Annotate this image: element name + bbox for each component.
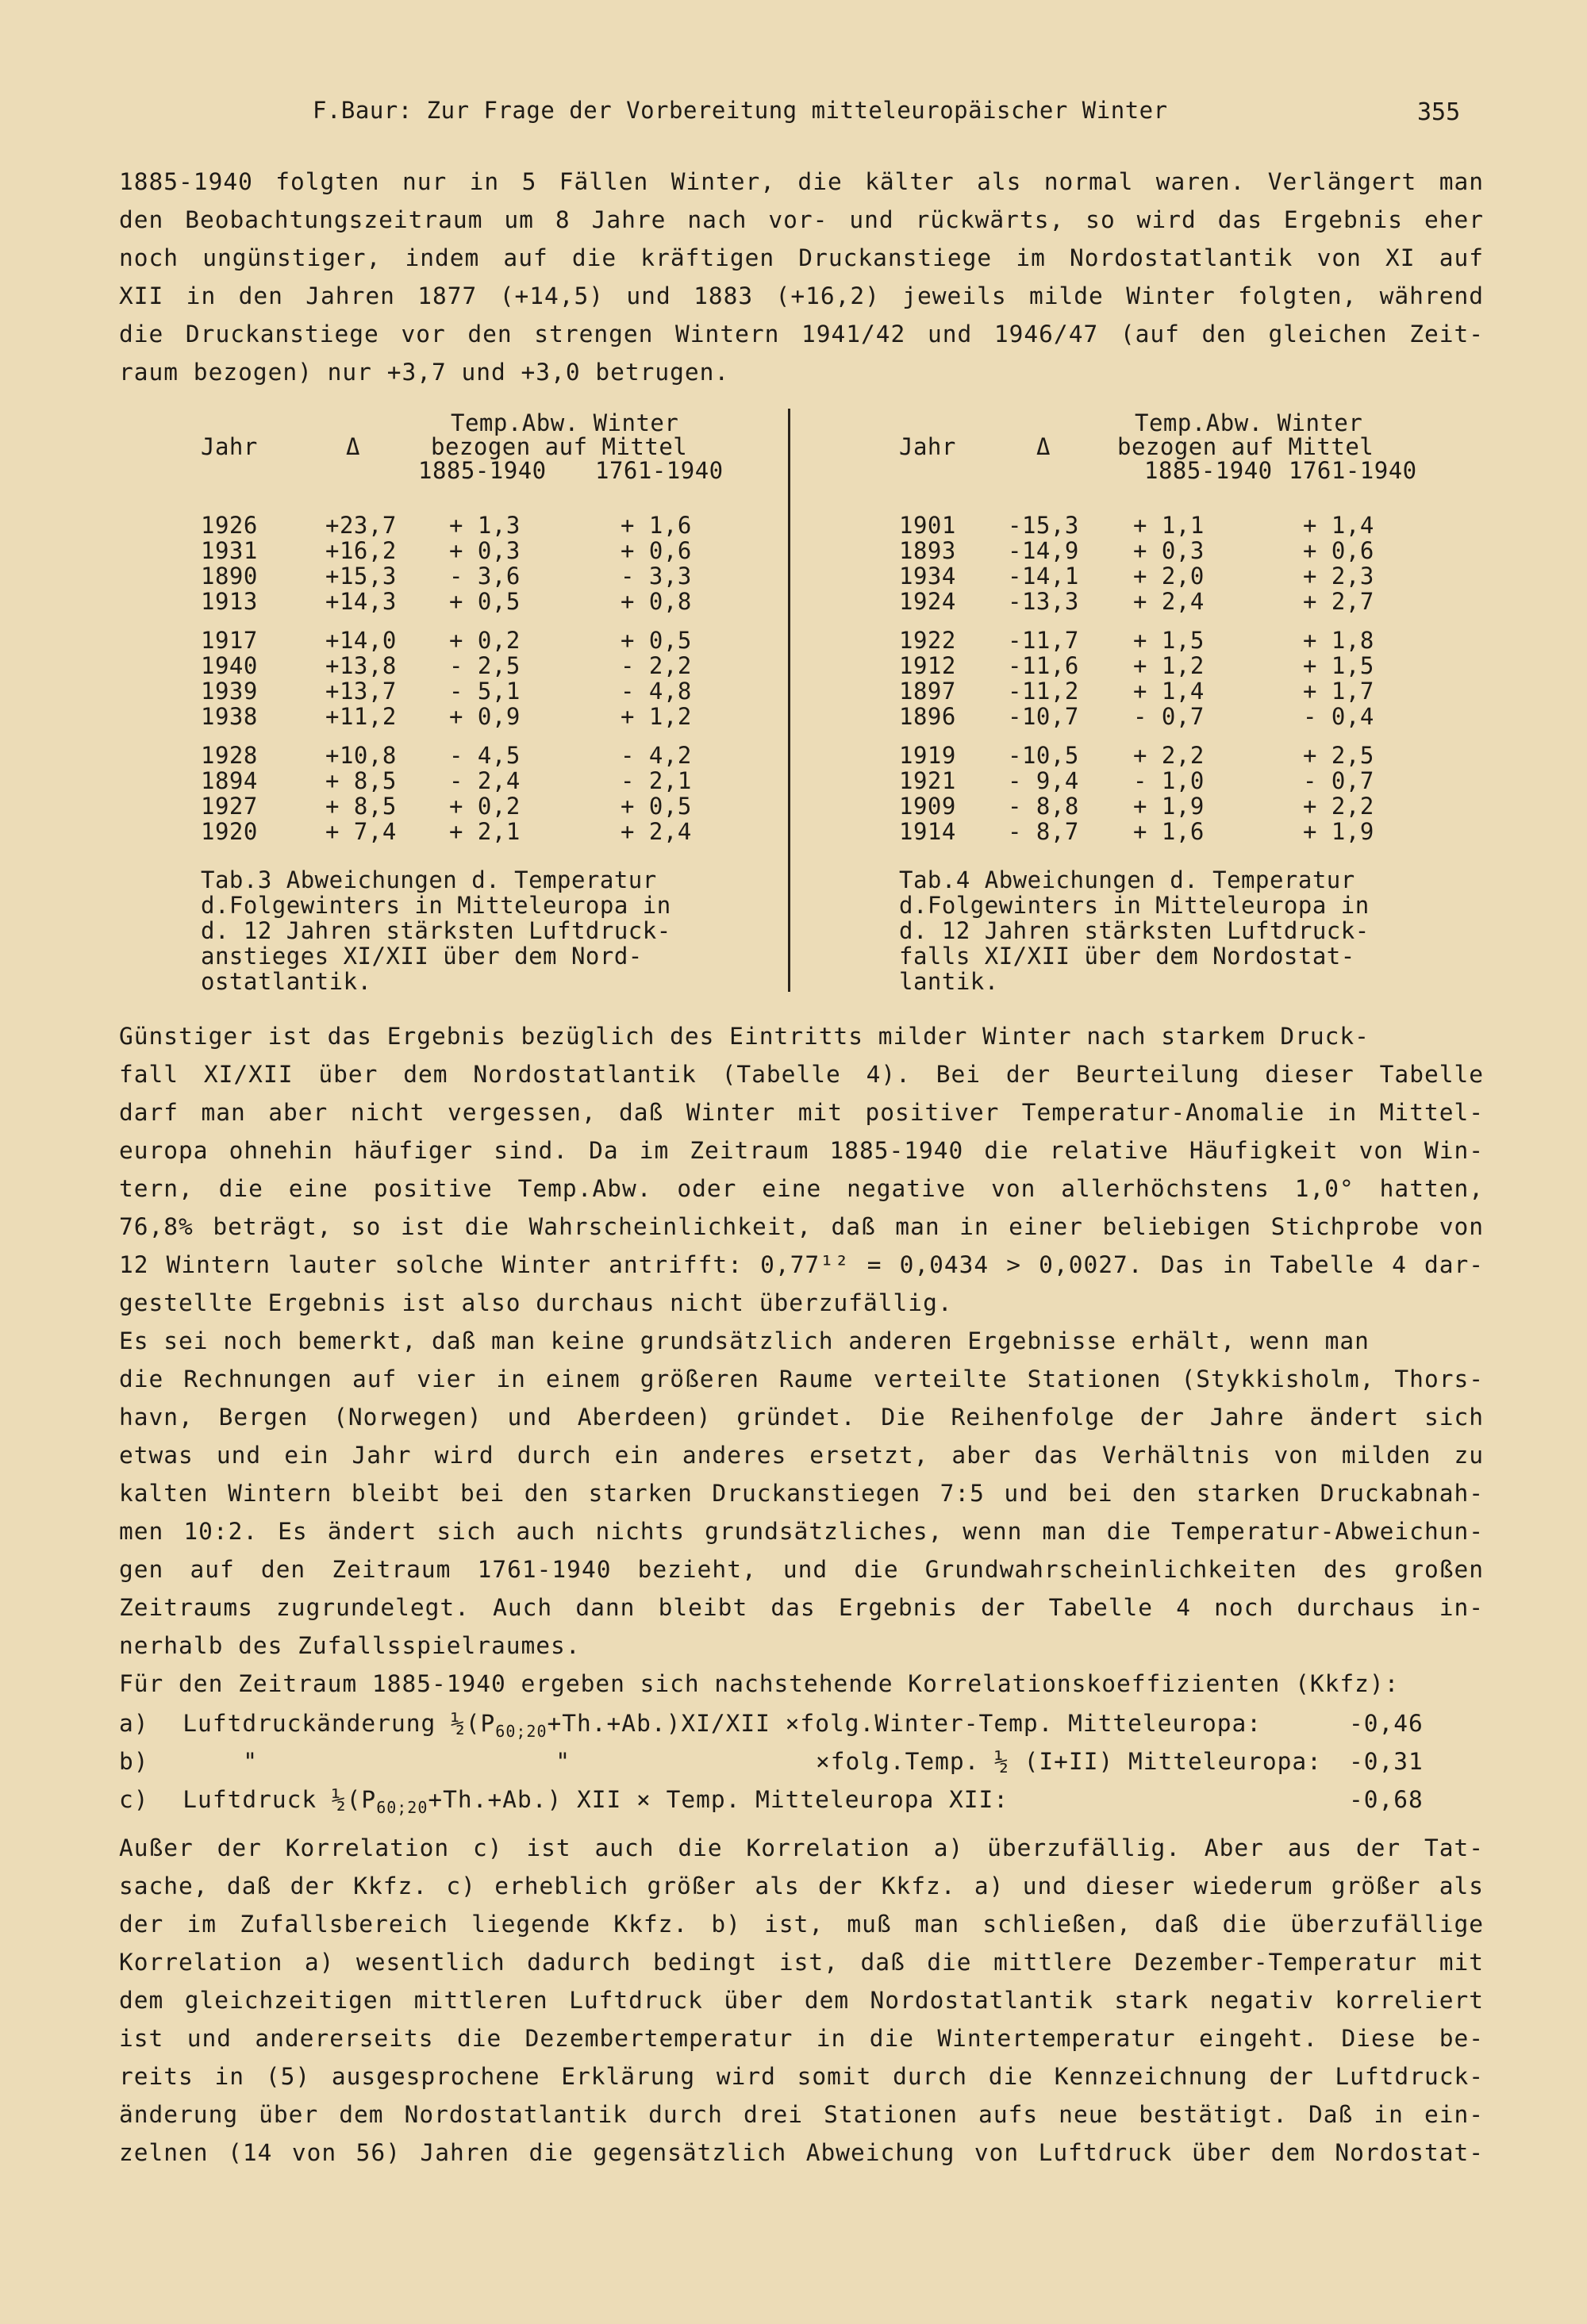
text-line: gestellte Ergebnis ist also durchaus nicht überzufällig. <box>119 1289 953 1316</box>
table-cell-temp-1885-1940: + 0,2 <box>449 627 521 654</box>
correlation-c-value: -0,68 <box>1349 1786 1424 1813</box>
table-cell-delta: +11,2 <box>325 703 397 730</box>
table-cell-temp-1885-1940: + 1,1 <box>1133 512 1205 539</box>
table-cell-temp-1761-1940: + 2,7 <box>1303 588 1374 615</box>
table-cell-year: 1928 <box>201 742 258 769</box>
correlation-subscript: 60;20 <box>376 1797 428 1817</box>
text-line: änderung über dem Nordostatlantik durch drei Stationen aufs neue bestätigt. Daß in ein- <box>119 2101 1484 2128</box>
table-cell-delta: -10,7 <box>1008 703 1079 730</box>
table-cell-year: 1909 <box>899 793 956 820</box>
column-header-line2: bezogen auf Mittel <box>431 433 688 460</box>
table-3-caption <box>201 867 671 994</box>
text-line: kalten Wintern bleibt bei den starken Druckanstiegen 7:5 und bei den starken Druckabnah- <box>119 1480 1484 1507</box>
column-header-line1: Temp.Abw. Winter <box>451 409 679 436</box>
text-line: raum bezogen) nur +3,7 und +3,0 betrugen. <box>119 359 730 386</box>
caption-line: ostatlantik. <box>201 968 372 995</box>
table-cell-delta: -11,7 <box>1008 627 1079 654</box>
table-cell-delta: +15,3 <box>325 563 397 590</box>
table-cell-year: 1926 <box>201 512 258 539</box>
table-cell-year: 1934 <box>899 563 956 590</box>
table-cell-temp-1885-1940: + 2,1 <box>449 818 521 845</box>
table-cell-year: 1890 <box>201 563 258 590</box>
table-cell-year: 1921 <box>899 767 956 794</box>
text-line: 1885-1940 folgten nur in 5 Fällen Winter, die kälter als normal waren. Verlängert man <box>119 168 1484 195</box>
table-cell-delta: - 8,7 <box>1008 818 1079 845</box>
correlation-label: c) <box>119 1786 149 1813</box>
text-line: Außer der Korrelation c) ist auch die Korrelation a) überzufällig. Aber aus der Tat- <box>119 1834 1484 1861</box>
table-cell-delta: -11,6 <box>1008 652 1079 679</box>
table-cell-delta: -11,2 <box>1008 678 1079 705</box>
caption-line: d.Folgewinters in Mitteleuropa in <box>899 892 1370 919</box>
table-cell-temp-1761-1940: - 2,2 <box>621 652 692 679</box>
table-cell-temp-1761-1940: + 0,6 <box>1303 537 1374 564</box>
column-header-delta: Δ <box>346 433 360 460</box>
table-cell-year: 1917 <box>201 627 258 654</box>
table-cell-delta: +13,7 <box>325 678 397 705</box>
table-cell-temp-1761-1940: + 0,8 <box>621 588 692 615</box>
text-line: Es sei noch bemerkt, daß man keine grundsätzlich anderen Ergebnisse erhält, wenn man <box>119 1327 1370 1354</box>
text-line: reits in (5) ausgesprochene Erklärung wird somit durch die Kennzeichnung der Luftdruck- <box>119 2063 1484 2090</box>
correlation-a <box>119 1710 1262 1741</box>
table-cell-temp-1885-1940: + 0,5 <box>449 588 521 615</box>
table-cell-temp-1761-1940: - 3,3 <box>621 563 692 590</box>
correlation-b <box>119 1748 571 1775</box>
table-cell-temp-1885-1940: - 1,0 <box>1133 767 1205 794</box>
table-cell-delta: + 8,5 <box>325 767 397 794</box>
caption-line: Tab.3 Abweichungen d. Temperatur <box>201 866 657 893</box>
text-line: XII in den Jahren 1877 (+14,5) und 1883 (+16,2) jeweils milde Winter folgten, während <box>119 282 1484 309</box>
text-line: Günstiger ist das Ergebnis bezüglich des Eintritts milder Winter nach starkem Druck- <box>119 1023 1370 1050</box>
table-cell-temp-1761-1940: - 0,7 <box>1303 767 1374 794</box>
table-cell-year: 1931 <box>201 537 258 564</box>
table-cell-year: 1894 <box>201 767 258 794</box>
text-line: men 10:2. Es ändert sich auch nichts grundsätzliches, wenn man die Temperatur-Abweichun- <box>119 1518 1484 1545</box>
table-cell-temp-1761-1940: + 1,8 <box>1303 627 1374 654</box>
table-cell-year: 1901 <box>899 512 956 539</box>
caption-line: Tab.4 Abweichungen d. Temperatur <box>899 866 1355 893</box>
column-header-delta: Δ <box>1036 433 1051 460</box>
column-header-period-2: 1761-1940 <box>595 457 724 484</box>
table-cell-delta: -14,9 <box>1008 537 1079 564</box>
table-cell-temp-1885-1940: + 1,9 <box>1133 793 1205 820</box>
text-line: Zeitraums zugrundelegt. Auch dann bleibt das Ergebnis der Tabelle 4 noch durchaus in- <box>119 1594 1484 1621</box>
table-cell-temp-1885-1940: + 1,3 <box>449 512 521 539</box>
table-cell-temp-1761-1940: - 4,2 <box>621 742 692 769</box>
column-header-line1: Temp.Abw. Winter <box>1135 409 1363 436</box>
table-cell-delta: + 7,4 <box>325 818 397 845</box>
table-cell-temp-1885-1940: + 1,5 <box>1133 627 1205 654</box>
text-line: fall XI/XII über dem Nordostatlantik (Tabelle 4). Bei der Beurteilung dieser Tabelle <box>119 1061 1484 1088</box>
table-cell-temp-1761-1940: + 1,2 <box>621 703 692 730</box>
text-line: 12 Wintern lauter solche Winter antrifft: 0,77¹² = 0,0434 > 0,0027. Das in Tabelle 4 dar- <box>119 1251 1484 1278</box>
table-cell-year: 1912 <box>899 652 956 679</box>
table-cell-temp-1761-1940: - 0,4 <box>1303 703 1374 730</box>
caption-line: lantik. <box>899 968 999 995</box>
table-cell-temp-1761-1940: + 2,2 <box>1303 793 1374 820</box>
correlation-text: Luftdruck ½(P <box>183 1786 377 1813</box>
table-cell-year: 1938 <box>201 703 258 730</box>
table-cell-temp-1885-1940: + 0,9 <box>449 703 521 730</box>
table-cell-temp-1885-1940: - 0,7 <box>1133 703 1205 730</box>
table-cell-delta: -13,3 <box>1008 588 1079 615</box>
text-line: der im Zufallsbereich liegende Kkfz. b) ist, muß man schließen, daß die überzufällige <box>119 1911 1484 1938</box>
table-cell-delta: -10,5 <box>1008 742 1079 769</box>
text-line: tern, die eine positive Temp.Abw. oder eine negative von allerhöchstens 1,0° hatten, <box>119 1175 1484 1202</box>
correlation-ditto: " " <box>243 1748 571 1775</box>
table-cell-year: 1939 <box>201 678 258 705</box>
table-cell-temp-1885-1940: + 2,0 <box>1133 563 1205 590</box>
table-cell-temp-1761-1940: + 2,3 <box>1303 563 1374 590</box>
column-header-year: Jahr <box>899 433 956 460</box>
table-cell-temp-1885-1940: + 2,2 <box>1133 742 1205 769</box>
table-cell-delta: - 9,4 <box>1008 767 1079 794</box>
table-cell-delta: +13,8 <box>325 652 397 679</box>
column-header-period-1: 1885-1940 <box>1144 457 1273 484</box>
correlation-text: Luftdruckänderung ½(P <box>183 1710 496 1737</box>
table-cell-year: 1913 <box>201 588 258 615</box>
table-cell-temp-1885-1940: + 0,3 <box>449 537 521 564</box>
table-cell-temp-1761-1940: + 0,6 <box>621 537 692 564</box>
table-cell-temp-1761-1940: + 1,5 <box>1303 652 1374 679</box>
table-cell-year: 1897 <box>899 678 956 705</box>
table-cell-delta: + 8,5 <box>325 793 397 820</box>
text-line: dem gleichzeitigen mittleren Luftdruck über dem Nordostatlantik stark negativ korreliert <box>119 1987 1484 2014</box>
table-cell-year: 1914 <box>899 818 956 845</box>
table-cell-temp-1761-1940: + 1,9 <box>1303 818 1374 845</box>
table-cell-temp-1761-1940: + 2,4 <box>621 818 692 845</box>
caption-line: d. 12 Jahren stärksten Luftdruck- <box>201 917 671 944</box>
table-cell-temp-1761-1940: - 4,8 <box>621 678 692 705</box>
text-line: zelnen (14 von 56) Jahren die gegensätzlich Abweichung von Luftdruck über dem Nordostat- <box>119 2139 1484 2166</box>
running-header: F.Baur: Zur Frage der Vorbereitung mitteleuropäischer Winter <box>313 97 1168 124</box>
table-cell-year: 1924 <box>899 588 956 615</box>
caption-line: d. 12 Jahren stärksten Luftdruck- <box>899 917 1370 944</box>
table-cell-delta: - 8,8 <box>1008 793 1079 820</box>
caption-line: anstieges XI/XII über dem Nord- <box>201 943 643 970</box>
text-line: Korrelation a) wesentlich dadurch bedingt ist, daß die mittlere Dezember-Temperatur mit <box>119 1949 1484 1976</box>
column-header-year: Jahr <box>201 433 258 460</box>
correlation-subscript: 60;20 <box>495 1721 548 1741</box>
column-header-period-1: 1885-1940 <box>418 457 547 484</box>
table-cell-delta: -15,3 <box>1008 512 1079 539</box>
table-cell-delta: -14,1 <box>1008 563 1079 590</box>
text-line: europa ohnehin häufiger sind. Da im Zeitraum 1885-1940 die relative Häufigkeit von Win- <box>119 1137 1484 1164</box>
table-cell-year: 1922 <box>899 627 956 654</box>
table-cell-temp-1885-1940: - 3,6 <box>449 563 521 590</box>
table-cell-delta: +14,3 <box>325 588 397 615</box>
text-line: den Beobachtungszeitraum um 8 Jahre nach vor- und rückwärts, so wird das Ergebnis eher <box>119 206 1484 233</box>
table-cell-temp-1885-1940: - 2,4 <box>449 767 521 794</box>
correlation-text-2: +Th.+Ab.)XI/XII ×folg.Winter-Temp. Mitteleuropa: <box>547 1710 1262 1737</box>
table-cell-delta: +14,0 <box>325 627 397 654</box>
table-cell-temp-1885-1940: - 2,5 <box>449 652 521 679</box>
text-line: darf man aber nicht vergessen, daß Winter mit positiver Temperatur-Anomalie in Mittel- <box>119 1099 1484 1126</box>
text-line: sache, daß der Kkfz. c) erheblich größer als der Kkfz. a) und dieser wiederum größer als <box>119 1873 1484 1900</box>
correlation-label: a) <box>119 1710 149 1737</box>
table-cell-temp-1885-1940: - 4,5 <box>449 742 521 769</box>
table-cell-temp-1761-1940: + 0,5 <box>621 627 692 654</box>
table-cell-temp-1761-1940: + 1,4 <box>1303 512 1374 539</box>
table-cell-temp-1885-1940: + 2,4 <box>1133 588 1205 615</box>
table-cell-temp-1885-1940: + 1,2 <box>1133 652 1205 679</box>
correlation-text-2: +Th.+Ab.) XII × Temp. Mitteleuropa XII: <box>428 1786 1009 1813</box>
table-cell-temp-1885-1940: + 0,2 <box>449 793 521 820</box>
table-cell-temp-1885-1940: - 5,1 <box>449 678 521 705</box>
text-line: havn, Bergen (Norwegen) und Aberdeen) gründet. Die Reihenfolge der Jahre ändert sich <box>119 1404 1484 1431</box>
text-line: ist und andererseits die Dezembertemperatur in die Wintertemperatur eingeht. Diese be- <box>119 2025 1484 2052</box>
text-line: etwas und ein Jahr wird durch ein anderes ersetzt, aber das Verhältnis von milden zu <box>119 1442 1484 1469</box>
text-line: noch ungünstiger, indem auf die kräftigen Druckanstiege im Nordostatlantik von XI auf <box>119 244 1484 271</box>
table-cell-temp-1885-1940: + 0,3 <box>1133 537 1205 564</box>
table-cell-year: 1940 <box>201 652 258 679</box>
correlation-b-text: ×folg.Temp. ½ (I+II) Mitteleuropa: <box>816 1748 1322 1775</box>
table-cell-temp-1885-1940: + 1,6 <box>1133 818 1205 845</box>
correlation-label: b) <box>119 1748 149 1775</box>
correlation-a-value: -0,46 <box>1349 1710 1424 1737</box>
text-line: die Rechnungen auf vier in einem größeren Raume verteilte Stationen (Stykkisholm, Thors- <box>119 1366 1484 1392</box>
table-cell-year: 1927 <box>201 793 258 820</box>
correlation-c <box>119 1786 1009 1817</box>
text-line: die Druckanstiege vor den strengen Wintern 1941/42 und 1946/47 (auf den gleichen Zeit- <box>119 321 1484 348</box>
column-header-period-2: 1761-1940 <box>1289 457 1417 484</box>
table-cell-year: 1919 <box>899 742 956 769</box>
text-line: nerhalb des Zufallsspielraumes. <box>119 1632 581 1659</box>
correlation-b-value: -0,31 <box>1349 1748 1424 1775</box>
table-cell-temp-1761-1940: + 0,5 <box>621 793 692 820</box>
table-cell-year: 1896 <box>899 703 956 730</box>
caption-line: d.Folgewinters in Mitteleuropa in <box>201 892 671 919</box>
table-cell-delta: +16,2 <box>325 537 397 564</box>
text-line: Für den Zeitraum 1885-1940 ergeben sich nachstehende Korrelationskoeffizienten (Kkfz): <box>119 1670 1400 1697</box>
column-divider <box>788 409 790 992</box>
table-cell-temp-1761-1940: + 1,7 <box>1303 678 1374 705</box>
table-cell-temp-1761-1940: + 2,5 <box>1303 742 1374 769</box>
table-cell-temp-1761-1940: - 2,1 <box>621 767 692 794</box>
text-line: gen auf den Zeitraum 1761-1940 bezieht, und die Grundwahrscheinlichkeiten des großen <box>119 1556 1484 1583</box>
page-number: 355 <box>1417 98 1461 126</box>
column-header-line2: bezogen auf Mittel <box>1117 433 1374 460</box>
table-cell-year: 1893 <box>899 537 956 564</box>
caption-line: falls XI/XII über dem Nordostat- <box>899 943 1355 970</box>
table-cell-delta: +23,7 <box>325 512 397 539</box>
table-cell-year: 1920 <box>201 818 258 845</box>
table-4-caption <box>899 867 1370 994</box>
table-cell-temp-1885-1940: + 1,4 <box>1133 678 1205 705</box>
table-cell-delta: +10,8 <box>325 742 397 769</box>
table-cell-temp-1761-1940: + 1,6 <box>621 512 692 539</box>
text-line: 76,8% beträgt, so ist die Wahrscheinlichkeit, daß man in einer beliebigen Stichprobe von <box>119 1213 1484 1240</box>
